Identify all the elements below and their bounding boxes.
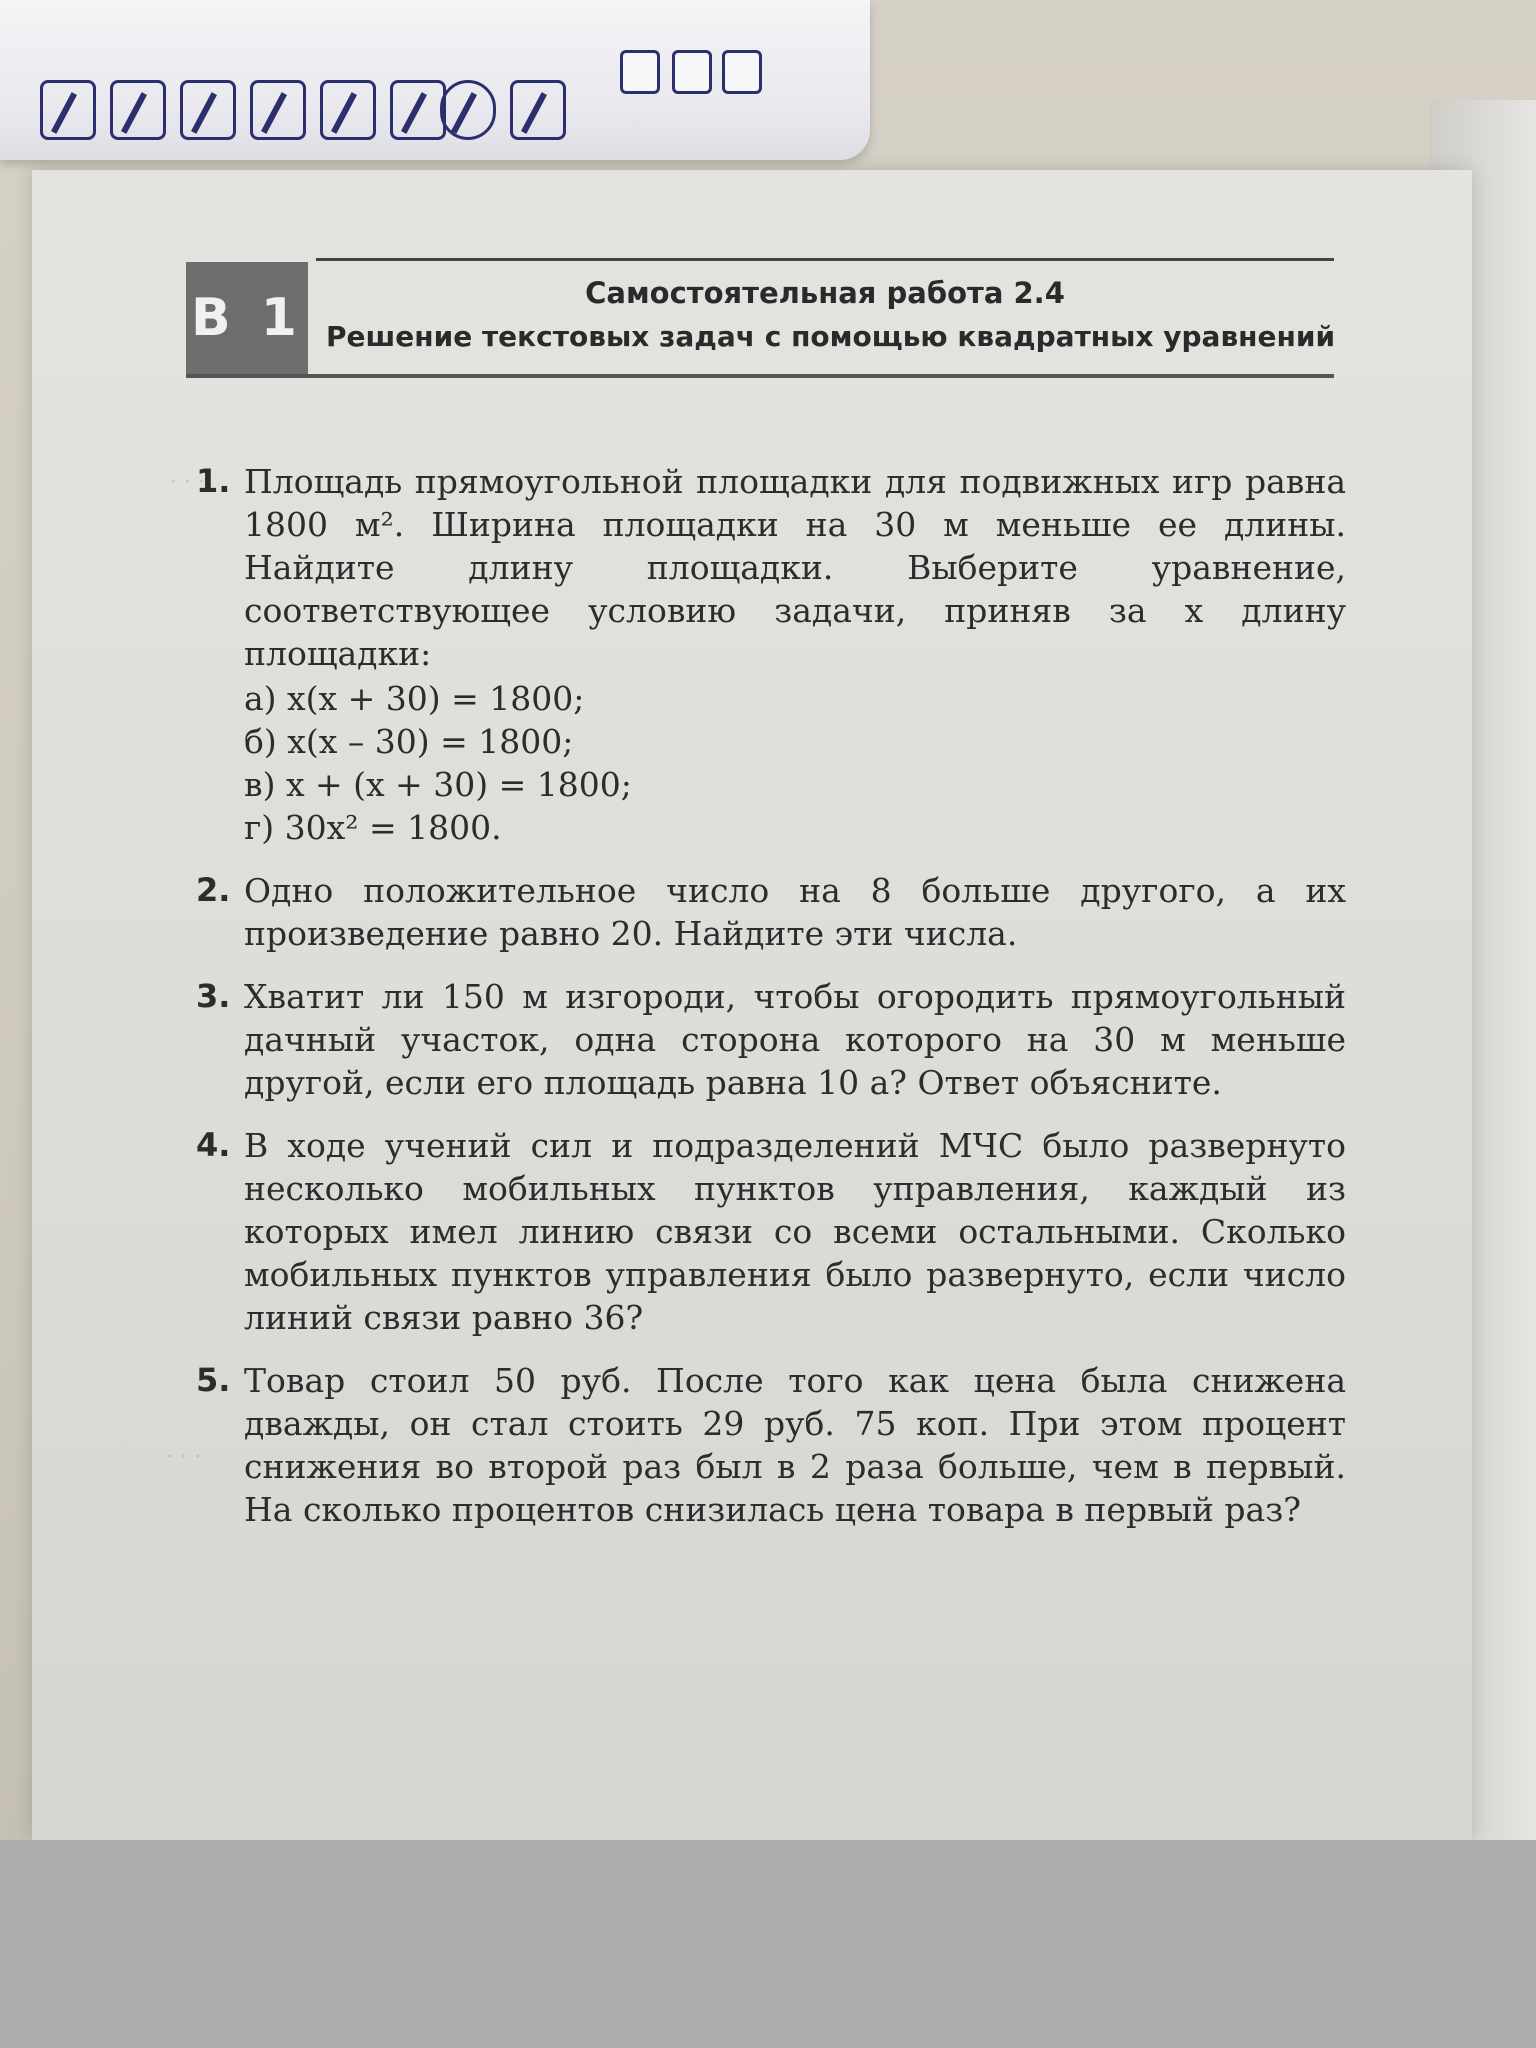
variant-badge: В 1 <box>186 262 308 374</box>
task-text: В ходе учений сил и подразделений МЧС было развернуто несколько мобильных пунктов управления, каждый из которых имел линию связи со всеми остальными. Сколько мобильных пунктов управления было развернуто, если число линий связи равно 36? <box>244 1126 1346 1337</box>
wrapper-pencil-icon <box>250 80 306 140</box>
answer-option-a: а) x(x + 30) = 1800; <box>244 679 585 718</box>
task-number: 3. <box>196 977 231 1015</box>
task-4 <box>196 1124 1346 1339</box>
wrapper-pencil-icon <box>320 80 376 140</box>
task-number: 2. <box>196 871 231 909</box>
wrapper-pencil-icon <box>40 80 96 140</box>
task-text: Хватит ли 150 м изгороди, чтобы огородить прямоугольный дачный участок, одна сторона которого на 30 м меньше другой, если его площадь равна 10 а? Ответ объясните. <box>244 977 1346 1102</box>
task-1 <box>196 460 1346 849</box>
wrapper-pencil-icon <box>110 80 166 140</box>
wrapper-bin-icon <box>722 50 762 94</box>
wrapper-bike-icon <box>510 80 566 140</box>
answer-option-g: г) 30x² = 1800. <box>244 808 502 847</box>
task-number: 5. <box>196 1361 231 1399</box>
task-text: Одно положительное число на 8 больше другого, а их произведение равно 20. Найдите эти числа. <box>244 871 1346 953</box>
header-rule <box>186 374 1334 378</box>
task-5 <box>196 1359 1346 1531</box>
bleed-through-text: · · · <box>170 470 205 495</box>
wrapper-recycle-icon <box>620 50 660 94</box>
section-header <box>186 258 1334 378</box>
task-number: 4. <box>196 1126 231 1164</box>
task-text: Товар стоил 50 руб. После того как цена была снижена дважды, он стал стоить 29 руб. 75 коп. При этом процент снижения во второй раз был в 2 раза больше, чем в первый. На сколько процентов снизилась цена товара в первый раз? <box>244 1361 1346 1529</box>
candy-wrapper <box>0 0 870 160</box>
answer-options <box>244 677 1346 849</box>
task-number: 1. <box>196 462 231 500</box>
task-3 <box>196 975 1346 1104</box>
header-subtitle: Решение текстовых задач с помощью квадратных уравнений <box>326 320 1336 353</box>
answer-option-b: б) x(x – 30) = 1800; <box>244 722 574 761</box>
task-list <box>196 460 1346 1551</box>
bottom-bar <box>0 1840 1536 2048</box>
task-text: Площадь прямоугольной площадки для подвижных игр равна 1800 м². Ширина площадки на 30 м меньше ее длины. Найдите длину площадки. Выберите уравнение, соответствующее условию задачи, приняв за x длину площадки: <box>244 462 1346 673</box>
wrapper-ball-icon <box>440 80 496 140</box>
wrapper-pencil-icon <box>390 80 446 140</box>
wrapper-bin-icon <box>672 50 712 94</box>
wrapper-pencil-icon <box>180 80 236 140</box>
answer-option-v: в) x + (x + 30) = 1800; <box>244 765 632 804</box>
header-title: Самостоятельная работа 2.4 <box>585 276 1065 310</box>
task-2 <box>196 869 1346 955</box>
header-rule <box>316 258 1334 261</box>
bleed-through-text: · · · <box>166 1445 201 1470</box>
